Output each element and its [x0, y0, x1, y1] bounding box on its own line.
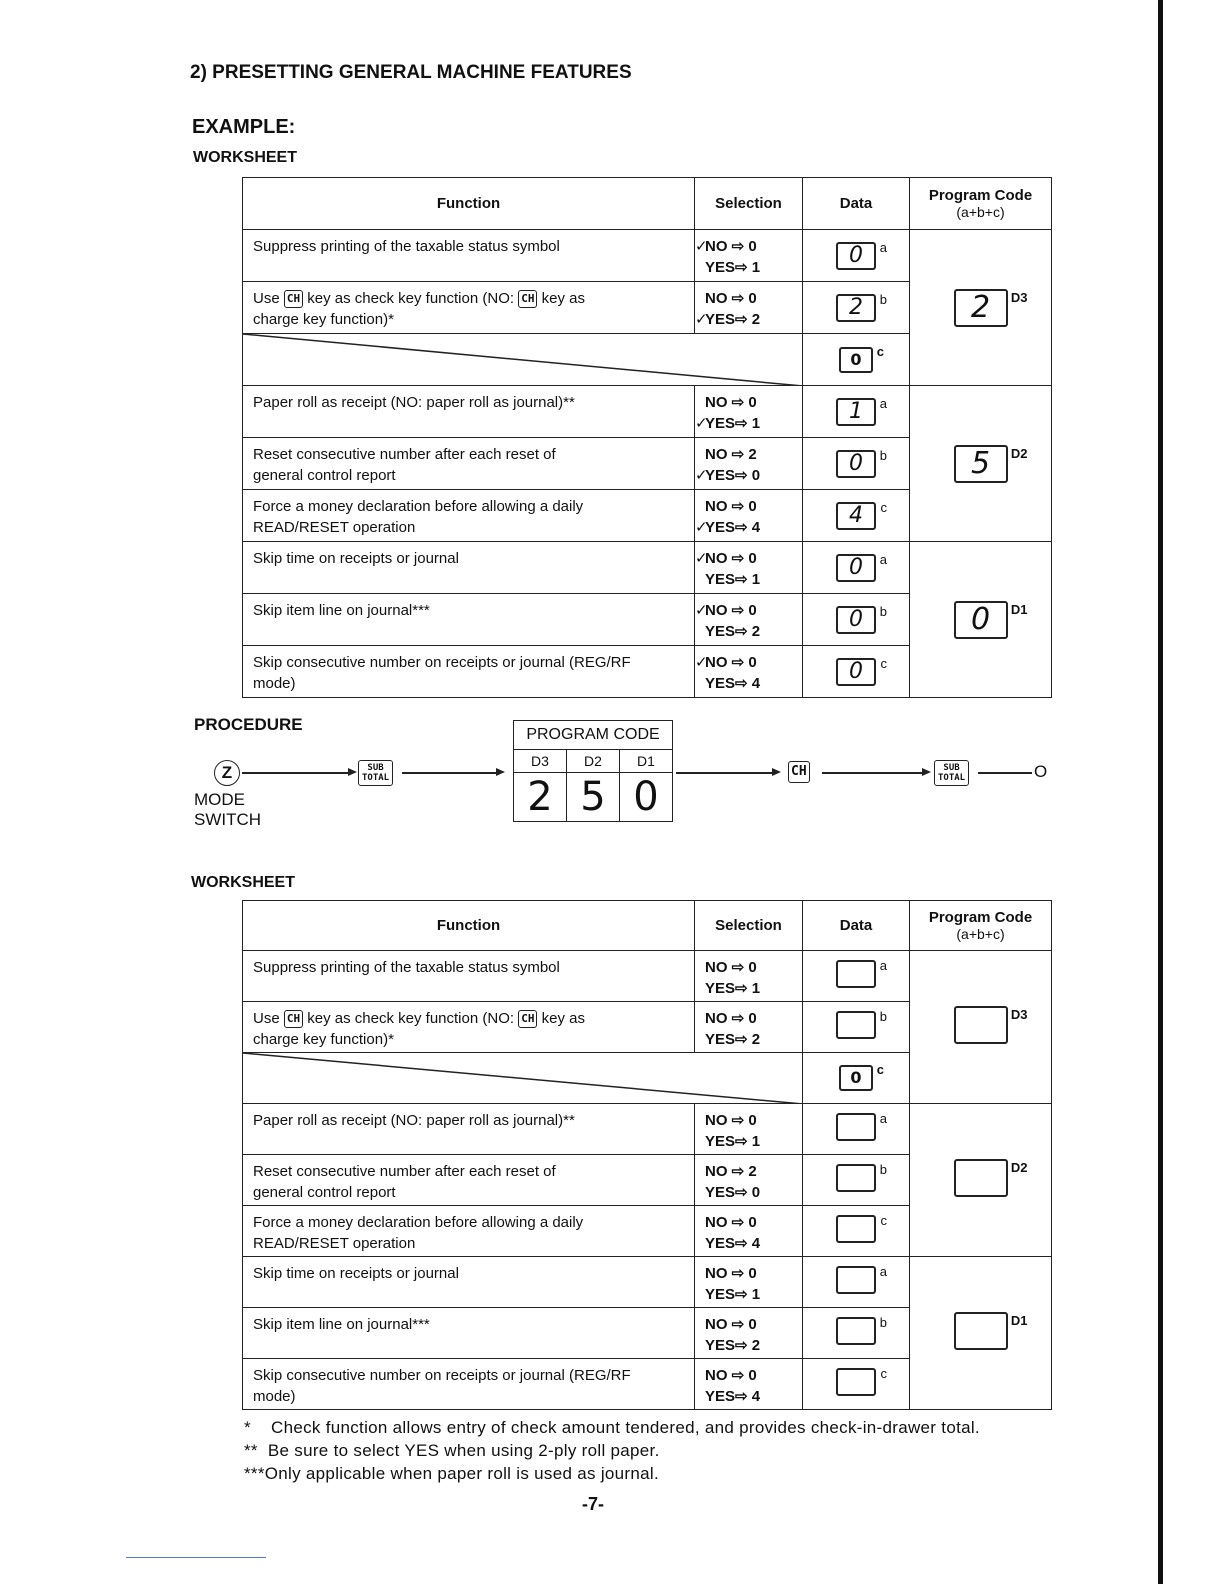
example-worksheet-table [242, 177, 1052, 698]
selection-options: NO ⇨ 0 YES⇨ 4 [695, 1206, 803, 1257]
data-entry-box[interactable]: b [836, 1011, 876, 1039]
code-value-d1: 0 [620, 773, 673, 822]
flow-line [242, 772, 348, 774]
data-entry-box[interactable]: a [836, 960, 876, 988]
worksheet-label-2: WORKSHEET [191, 874, 295, 891]
header-function: Function [243, 901, 695, 951]
data-box: 1 a [836, 398, 876, 426]
function-text: Skip consecutive number on receipts or journal (REG/RF mode) [243, 1359, 695, 1410]
function-text: Force a money declaration before allowing a daily READ/RESET operation [243, 490, 695, 542]
selection-options: NO ⇨ 0 YES⇨ 1 [695, 951, 803, 1002]
data-box: 0 b [836, 606, 876, 634]
flow-line [676, 772, 772, 774]
end-mark: O [1034, 762, 1048, 781]
program-code-entry-d1[interactable]: D1 [954, 1312, 1008, 1350]
selection-options: ✓NO ⇨ 0 YES⇨ 1 [695, 230, 803, 282]
function-text: Paper roll as receipt (NO: paper roll as journal)** [243, 386, 695, 438]
page-edge-bar [1158, 0, 1163, 1584]
ch-key-icon: CH [284, 1010, 303, 1028]
program-code-box-d2: 5 D2 [954, 445, 1008, 483]
function-text: Skip time on receipts or journal [243, 1257, 695, 1308]
selection-options: NO ⇨ 0 ✓YES⇨ 4 [695, 490, 803, 542]
program-code-title: PROGRAM CODE [514, 721, 673, 750]
code-label-d3: D3 [514, 750, 567, 773]
flow-line [822, 772, 922, 774]
program-code-entry-d3[interactable]: D3 [954, 1006, 1008, 1044]
selection-options: NO ⇨ 0 YES⇨ 2 [695, 1002, 803, 1053]
data-box: 2 b [836, 294, 876, 322]
header-selection: Selection [695, 178, 803, 230]
diagonal-line [243, 1053, 803, 1104]
ch-key-icon: CH [518, 290, 537, 308]
selection-options: NO ⇨ 0 YES⇨ 1 [695, 1257, 803, 1308]
unused-diagonal-cell [243, 1053, 803, 1104]
example-label: EXAMPLE: [192, 116, 296, 138]
function-text: Use CH key as check key function (NO: CH key as charge key function)* [243, 1002, 695, 1053]
data-entry-box[interactable]: a [836, 1113, 876, 1141]
ch-key-icon: CH [788, 761, 810, 783]
flow-arrow [348, 768, 357, 776]
ch-key-icon: CH [284, 290, 303, 308]
code-value-d2: 5 [567, 773, 620, 822]
data-box: 4 c [836, 502, 876, 530]
function-text: Force a money declaration before allowing a daily READ/RESET operation [243, 1206, 695, 1257]
selection-options: ✓NO ⇨ 0 YES⇨ 1 [695, 542, 803, 594]
footnote-3: ***Only applicable when paper roll is used as journal. [244, 1464, 659, 1483]
function-text: Reset consecutive number after each reset of general control report [243, 1155, 695, 1206]
function-text: Paper roll as receipt (NO: paper roll as journal)** [243, 1104, 695, 1155]
data-entry-box[interactable]: a [836, 1266, 876, 1294]
header-program-code: Program Code (a+b+c) [910, 901, 1052, 951]
procedure-label: PROCEDURE [194, 715, 303, 734]
sub-total-key-icon: SUB TOTAL [358, 760, 393, 786]
selection-options: NO ⇨ 0 YES⇨ 2 [695, 1308, 803, 1359]
selection-options: NO ⇨ 0 YES⇨ 4 [695, 1359, 803, 1410]
function-text: Skip item line on journal*** [243, 594, 695, 646]
header-function: Function [243, 178, 695, 230]
data-box: 0 a [836, 554, 876, 582]
function-text: Skip consecutive number on receipts or journal (REG/RF mode) [243, 646, 695, 698]
ch-key-icon: CH [518, 1010, 537, 1028]
header-data: Data [803, 901, 910, 951]
data-box: 0 c [836, 658, 876, 686]
fixed-zero-box: 0 c [839, 1065, 873, 1091]
bottom-rule [126, 1557, 266, 1558]
section-title: 2) PRESETTING GENERAL MACHINE FEATURES [190, 62, 632, 83]
procedure-program-code-table [513, 720, 673, 822]
flow-arrow [922, 768, 931, 776]
selection-options: NO ⇨ 0 YES⇨ 1 [695, 1104, 803, 1155]
program-code-entry-d2[interactable]: D2 [954, 1159, 1008, 1197]
flow-line [402, 772, 496, 774]
data-entry-box[interactable]: c [836, 1215, 876, 1243]
selection-options: NO ⇨ 0 ✓YES⇨ 1 [695, 386, 803, 438]
code-value-d3: 2 [514, 773, 567, 822]
code-label-d1: D1 [620, 750, 673, 773]
flow-arrow [772, 768, 781, 776]
program-code-box-d1: 0 D1 [954, 601, 1008, 639]
function-text: Use CH key as check key function (NO: CH key as charge key function)* [243, 282, 695, 334]
selection-options: NO ⇨ 2 ✓YES⇨ 0 [695, 438, 803, 490]
footnote-1: * Check function allows entry of check amount tendered, and provides check-in-drawer total. [244, 1418, 980, 1437]
footnote-2: ** Be sure to select YES when using 2-ply roll paper. [244, 1441, 660, 1460]
header-selection: Selection [695, 901, 803, 951]
data-entry-box[interactable]: b [836, 1317, 876, 1345]
selection-options: NO ⇨ 0 ✓YES⇨ 2 [695, 282, 803, 334]
blank-worksheet-table [242, 900, 1052, 1410]
unused-diagonal-cell [243, 334, 803, 386]
header-data: Data [803, 178, 910, 230]
function-text: Skip time on receipts or journal [243, 542, 695, 594]
selection-options: ✓NO ⇨ 0 YES⇨ 2 [695, 594, 803, 646]
function-text: Suppress printing of the taxable status symbol [243, 230, 695, 282]
mode-switch-z-icon: Z [214, 760, 240, 786]
program-code-box-d3: 2 D3 [954, 289, 1008, 327]
flow-line [978, 772, 1032, 774]
code-label-d2: D2 [567, 750, 620, 773]
mode-switch-label: MODE SWITCH [194, 790, 262, 829]
data-box: 0 a [836, 242, 876, 270]
selection-options: NO ⇨ 2 YES⇨ 0 [695, 1155, 803, 1206]
selection-options: ✓NO ⇨ 0 YES⇨ 4 [695, 646, 803, 698]
function-text: Suppress printing of the taxable status symbol [243, 951, 695, 1002]
worksheet-label-1: WORKSHEET [193, 149, 297, 166]
header-program-code: Program Code (a+b+c) [910, 178, 1052, 230]
function-text: Reset consecutive number after each reset of general control report [243, 438, 695, 490]
flow-arrow [496, 768, 505, 776]
diagonal-line [243, 334, 803, 386]
data-entry-box[interactable]: c [836, 1368, 876, 1396]
data-entry-box[interactable]: b [836, 1164, 876, 1192]
fixed-zero-box: 0 c [839, 347, 873, 373]
data-box: 0 b [836, 450, 876, 478]
function-text: Skip item line on journal*** [243, 1308, 695, 1359]
page-number: -7- [582, 1494, 604, 1514]
sub-total-key-icon: SUB TOTAL [934, 760, 969, 786]
